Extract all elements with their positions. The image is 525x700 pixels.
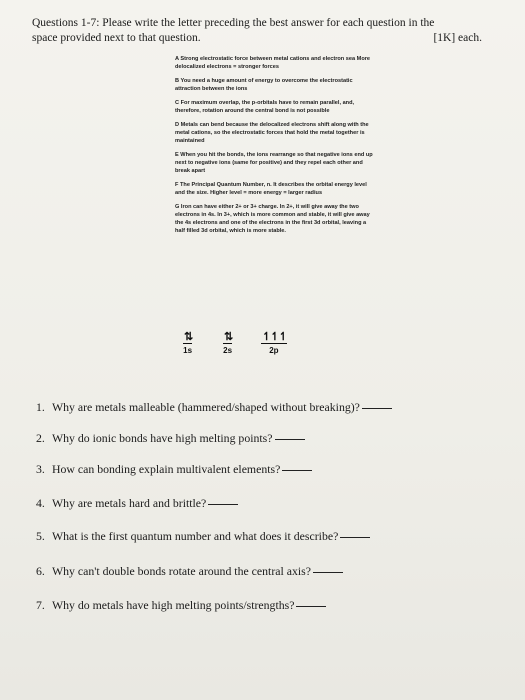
question-2: 2. Why do ionic bonds have high melting points? bbox=[36, 431, 305, 446]
answer-blank[interactable] bbox=[340, 537, 370, 538]
question-text: Why do metals have high melting points/strengths? bbox=[52, 598, 295, 612]
question-6: 6. Why can't double bonds rotate around the central axis? bbox=[36, 564, 343, 579]
option-e bbox=[175, 151, 375, 175]
orbital-label: 2p bbox=[269, 346, 279, 355]
option-letter: B bbox=[175, 78, 180, 84]
answer-options bbox=[175, 55, 375, 241]
question-text: Why can't double bonds rotate around the central axis? bbox=[52, 564, 311, 578]
question-7: 7. Why do metals have high melting points/strengths? bbox=[36, 598, 326, 613]
answer-blank[interactable] bbox=[282, 470, 312, 471]
question-text: Why are metals hard and brittle? bbox=[52, 496, 207, 510]
option-letter: G bbox=[175, 204, 180, 210]
option-text: The Principal Quantum Number, n. It describes the orbital energy level and the size. Higher level = more energy = larger radius bbox=[175, 182, 367, 196]
instructions-header bbox=[32, 16, 482, 46]
answer-blank[interactable] bbox=[296, 606, 326, 607]
option-d bbox=[175, 121, 375, 145]
option-c bbox=[175, 99, 375, 115]
option-f bbox=[175, 181, 375, 197]
orbital-2s bbox=[223, 330, 232, 355]
question-1: 1. Why are metals malleable (hammered/shaped without breaking)? bbox=[36, 400, 392, 415]
instructions-line-1: Questions 1-7: Please write the letter preceding the best answer for each question in the bbox=[32, 17, 435, 29]
answer-blank[interactable] bbox=[208, 504, 238, 505]
option-text: When you hit the bonds, the ions rearrange so that negative ions end up next to negative ions (same for positive) and they repel each other and break apart bbox=[175, 152, 373, 174]
question-4: 4. Why are metals hard and brittle? bbox=[36, 496, 238, 511]
question-text: What is the first quantum number and what does it describe? bbox=[52, 529, 339, 543]
orbital-2p bbox=[261, 330, 287, 355]
option-letter: C bbox=[175, 100, 180, 106]
option-text: You need a huge amount of energy to overcome the electrostatic attraction between the ions bbox=[175, 78, 353, 92]
option-letter: F bbox=[175, 182, 179, 188]
option-g bbox=[175, 203, 375, 235]
option-text: Strong electrostatic force between metal cations and electron sea More delocalized electrons = stronger forces bbox=[175, 56, 371, 70]
orbital-arrows: ⇅ bbox=[224, 331, 232, 343]
option-text: For maximum overlap, the p-orbitals have to remain parallel, and, therefore, rotation around the central bond is not possible bbox=[175, 100, 355, 114]
question-3: 3. How can bonding explain multivalent elements? bbox=[36, 462, 312, 477]
orbital-label: 2s bbox=[223, 346, 233, 355]
question-text: How can bonding explain multivalent elements? bbox=[52, 462, 281, 476]
instructions-line-2: space provided next to that question. bbox=[32, 32, 201, 44]
option-letter: D bbox=[175, 122, 180, 128]
question-text: Why are metals malleable (hammered/shaped without breaking)? bbox=[52, 400, 360, 414]
orbital-1s bbox=[183, 330, 192, 355]
orbital-arrows: ↿ ↿ ↿ bbox=[262, 331, 286, 343]
question-text: Why do ionic bonds have high melting points? bbox=[52, 431, 273, 445]
option-text: Metals can bend because the delocalized electrons shift along with the metal cations, so the electrostatic forces that hold the metal together is maintained bbox=[175, 122, 369, 144]
option-b bbox=[175, 77, 375, 93]
orbital-label: 1s bbox=[183, 346, 193, 355]
option-text: Iron can have either 2+ or 3+ charge. In 2+, it will give away the two electrons in 4s. In 3+, which is more common and stable, it will give away the 4s electrons and one of the electrons in the first 3d orbital, leaving a half filled 3d orbital, which is more stable. bbox=[175, 204, 370, 234]
answer-blank[interactable] bbox=[275, 439, 305, 440]
orbital-arrows: ⇅ bbox=[184, 331, 192, 343]
option-letter: A bbox=[175, 56, 179, 62]
option-letter: E bbox=[175, 152, 179, 158]
answer-blank[interactable] bbox=[362, 408, 392, 409]
marks-value: [1K] each. bbox=[433, 32, 482, 44]
option-a bbox=[175, 55, 375, 71]
question-5: 5. What is the first quantum number and what does it describe? bbox=[36, 529, 370, 544]
answer-blank[interactable] bbox=[313, 572, 343, 573]
